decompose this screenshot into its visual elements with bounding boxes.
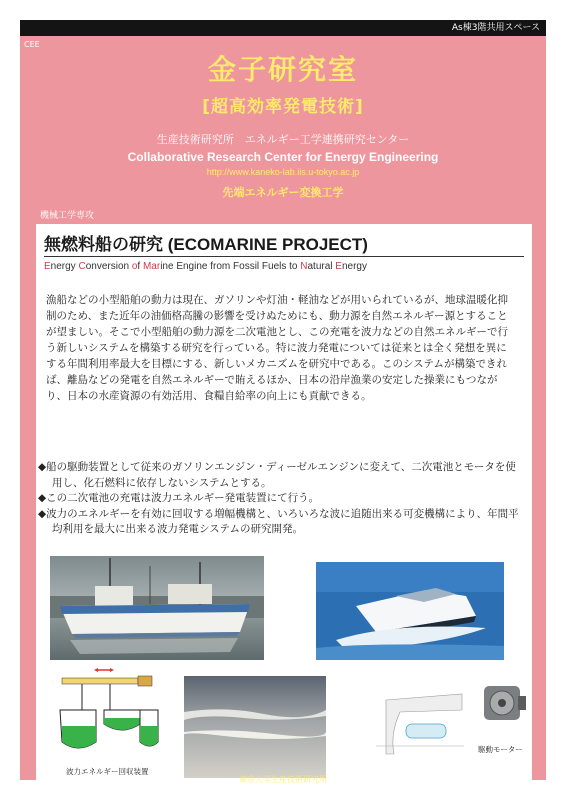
lab-title: 金子研究室 — [207, 53, 358, 86]
drive-motor-photo — [478, 680, 528, 726]
fishing-boats-photo — [50, 556, 264, 660]
subtitle-initial: o — [131, 261, 138, 272]
wave-device-caption: 波力エネルギー回収装置 — [66, 767, 149, 776]
bullet-item: ◆波力のエネルギーを有効に回収する増幅機構と、いろいろな波に追随出来る可変機構により、年間平均利用を最大に出来る波力発電システムの研究開発。 — [38, 507, 519, 535]
content-panel — [36, 224, 532, 794]
subtitle-initial: E — [335, 261, 342, 272]
footer-text: 東京大学生産技術研究所 — [239, 775, 327, 784]
subtitle-text: f — [137, 261, 143, 272]
hull-diagram — [366, 684, 470, 774]
sea-waves-photo — [184, 676, 326, 778]
subtitle-initial: C — [78, 261, 86, 272]
top-bar — [20, 20, 546, 36]
wave-device-diagram — [54, 664, 174, 764]
project-paragraph: 漁船などの小型船舶の動力は現在、ガソリンや灯油・軽油などが用いられているが、地球温暖化抑制のため、また近年の油価格高騰の影響を受けぬためにも、動力源を自然エネルギー源とすることが望ましい。そこで小型船舶の動力源を二次電池とし、この充電を波力などの自然エネルギーで行う新しいシステムを構築する研究を行っている。特に波力発電については従来とは全く発想を異にする年間利用率最大を目標にする、新しいメカニズムを研究中である。このシステムが構築できれば、離島などの発電を自然エネルギーで賄えるほか、日本の沿岸漁業の安定した操業にもつながり、日本の水産資源の有効活用、食糧自給率の向上にも貢献できる。 — [46, 294, 508, 402]
pink-panel — [20, 36, 546, 784]
space-label: As棟3階共用スペース — [451, 23, 540, 33]
subtitle-initial: Mar — [142, 261, 161, 272]
lab-subtitle: [超高効率発電技術] — [202, 97, 364, 117]
motor-boat-photo — [316, 562, 504, 660]
subtitle-text: onversion — [85, 261, 132, 272]
research-field: 先端エネルギー変換工学 — [222, 186, 344, 199]
subtitle-text: atural — [307, 261, 336, 272]
project-title: 無燃料船の研究 (ECOMARINE PROJECT) — [44, 235, 368, 254]
project-subtitle — [44, 261, 367, 272]
bullet-item: ◆この二次電池の充電は波力エネルギー発電装置にて行う。 — [38, 492, 320, 504]
lab-url[interactable]: http://www.kaneko-lab.iis.u-tokyo.ac.jp — [206, 167, 360, 177]
title-divider — [44, 256, 524, 257]
bullet-list — [38, 460, 522, 538]
subtitle-initial: N — [300, 261, 308, 272]
subtitle-text: ine Engine from Fossil Fuels to — [160, 261, 301, 272]
bullet-item: ◆船の駆動装置として従来のガソリンエンジン・ディーゼルエンジンに変えて、二次電池とモータを使用し、化石燃料に依存しないシステムとする。 — [38, 461, 516, 489]
institute-jp: 生産技術研究所 エネルギー工学連携研究センター — [156, 133, 410, 146]
cee-mark: CEE — [24, 40, 40, 49]
motor-caption: 駆動モーター — [478, 745, 523, 754]
department: 機械工学専攻 — [40, 211, 95, 221]
institute-en: Collaborative Research Center for Energy Engineering — [127, 150, 439, 164]
subtitle-initial: E — [44, 261, 51, 272]
subtitle-text: nergy — [341, 261, 367, 272]
subtitle-text: nergy — [50, 261, 79, 272]
